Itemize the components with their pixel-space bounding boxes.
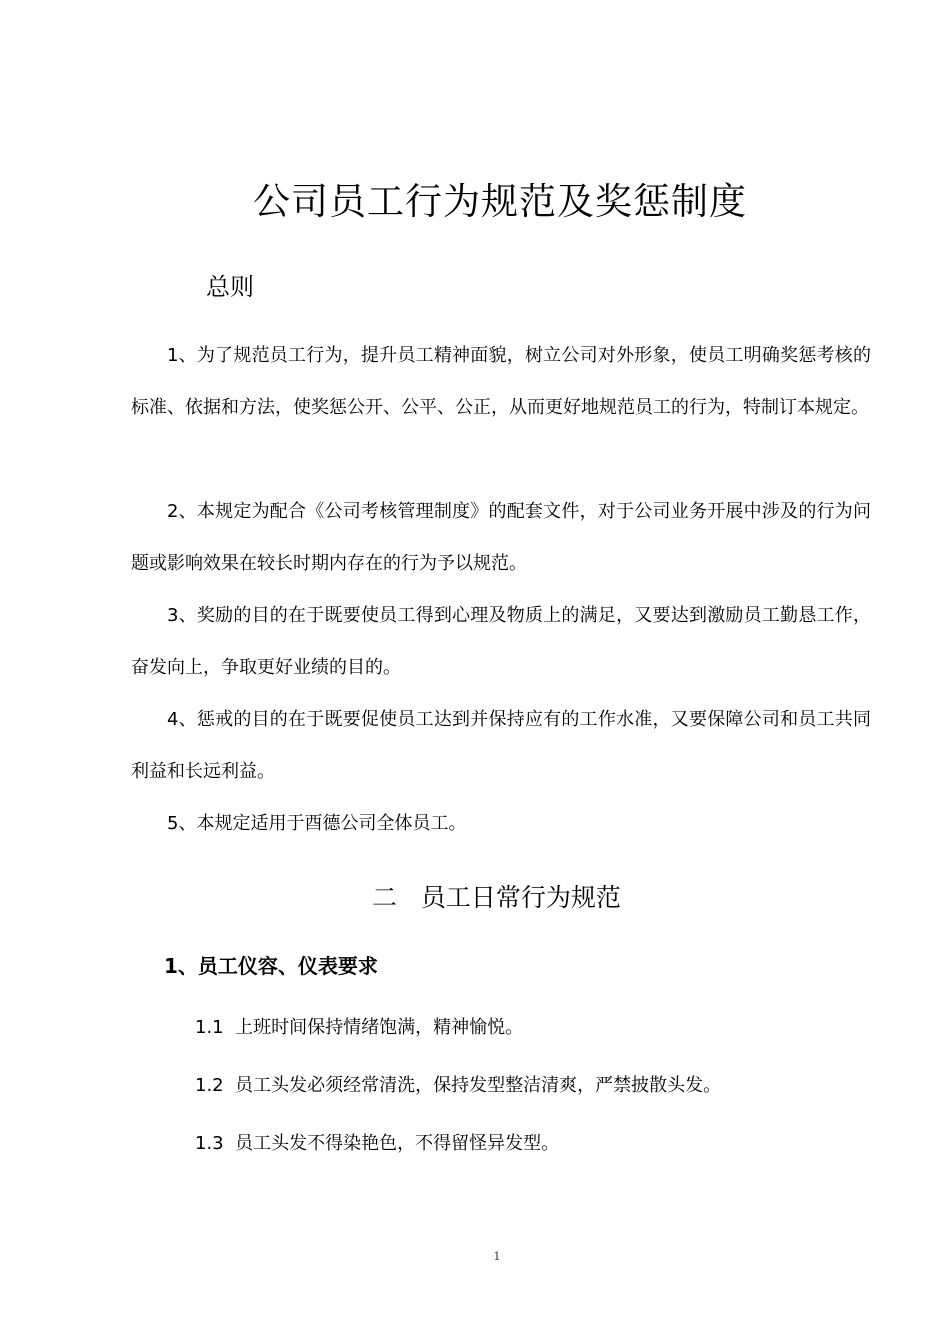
list-item: 1.1 上班时间保持情绪饱满，精神愉悦。: [195, 1017, 524, 1038]
paragraph-5: 5、本规定适用于酉德公司全体员工。: [167, 813, 467, 834]
paragraph-4: 4、惩戒的目的在于既要促使员工达到并保持应有的工作水准，又要保障公司和员工共同利益和长远利益。: [131, 709, 871, 782]
section-heading-daily-conduct: 二 员工日常行为规范: [372, 883, 621, 912]
subsection-heading-appearance: 1、员工仪容、仪表要求: [164, 954, 378, 978]
section-heading-general: 总则: [206, 273, 254, 301]
paragraph-1: 1、为了规范员工行为，提升员工精神面貌，树立公司对外形象，使员工明确奖惩考核的标准、依据和方法，使奖惩公开、公平、公正，从而更好地规范员工的行为，特制订本规定。: [131, 345, 871, 418]
paragraph-2: 2、本规定为配合《公司考核管理制度》的配套文件，对于公司业务开展中涉及的行为问题或影响效果在较长时期内存在的行为予以规范。: [131, 501, 871, 574]
document-title: 公司员工行为规范及奖惩制度: [253, 180, 747, 223]
list-item: 1.2 员工头发必须经常清洗，保持发型整洁清爽，严禁披散头发。: [195, 1075, 722, 1096]
page-number: 1: [493, 1250, 501, 1263]
paragraph-3: 3、奖励的目的在于既要使员工得到心理及物质上的满足，又要达到激励员工勤恳工作，奋发向上，争取更好业绩的目的。: [131, 605, 871, 678]
list-item: 1.3 员工头发不得染艳色，不得留怪异发型。: [195, 1133, 560, 1154]
